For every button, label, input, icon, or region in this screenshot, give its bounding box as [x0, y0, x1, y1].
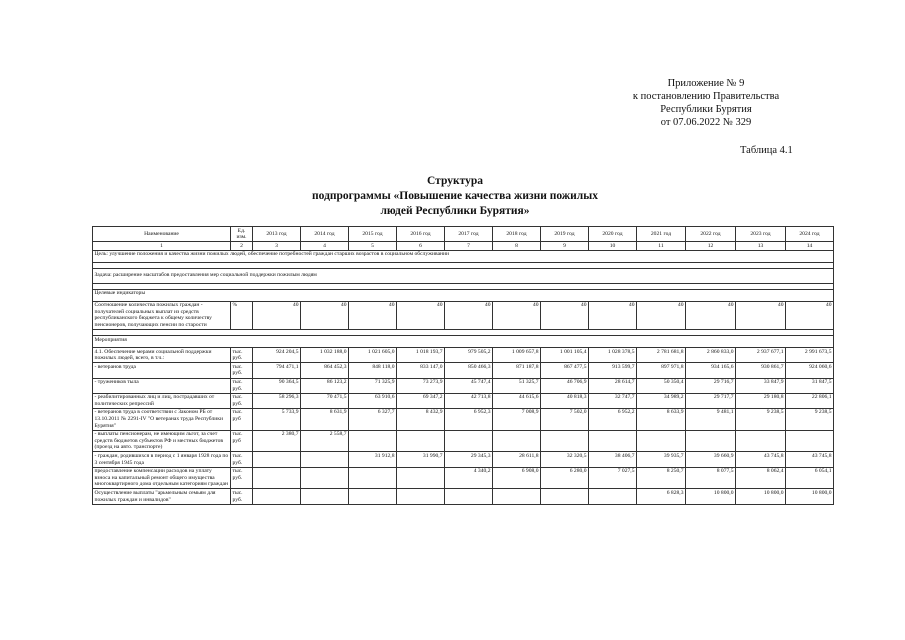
value-cell: 7 027,5 — [589, 467, 637, 489]
value-cell: 31 990,7 — [397, 452, 445, 467]
value-cell: 40 — [541, 301, 589, 329]
value-cell: 90 364,5 — [253, 378, 301, 393]
indicators-row — [93, 289, 834, 301]
task-text: Задача: расширение масштабов предоставления мер социальной поддержки пожилым людям — [93, 268, 834, 283]
value-cell — [686, 430, 736, 452]
value-cell: 4 340,2 — [445, 467, 493, 489]
value-cell: 913 599,7 — [589, 363, 637, 378]
title-line: подпрограммы «Повышение качества жизни пожилых — [312, 190, 598, 202]
value-cell: 40 — [637, 301, 686, 329]
column-index: 10 — [589, 242, 637, 251]
value-cell — [493, 430, 541, 452]
table-row — [93, 348, 834, 363]
value-cell: 8 062,4 — [736, 467, 786, 489]
value-cell: 29 716,7 — [686, 378, 736, 393]
value-cell: 8 633,9 — [637, 408, 686, 430]
value-cell: 8 631,9 — [301, 408, 349, 430]
value-cell: 8 077,5 — [686, 467, 736, 489]
year-header: 2019 год — [541, 227, 589, 242]
value-cell — [445, 430, 493, 452]
row-unit: тыс. руб. — [231, 452, 253, 467]
value-cell: 43 745,8 — [786, 452, 834, 467]
value-cell: 51 325,7 — [493, 378, 541, 393]
column-index: 8 — [493, 242, 541, 251]
annex-line: Республики Бурятия — [660, 104, 752, 115]
indicators-label: Целевые индикаторы — [93, 289, 834, 301]
task-row — [93, 268, 834, 283]
row-name: - ветеранов труда — [93, 363, 231, 378]
column-index: 7 — [445, 242, 493, 251]
value-cell: 9 238,5 — [736, 408, 786, 430]
value-cell: 897 971,8 — [637, 363, 686, 378]
value-cell: 924 204,5 — [253, 348, 301, 363]
year-header: 2014 год — [301, 227, 349, 242]
row-name: - граждан, родившихся в период с 1 января 1928 года по 3 сентября 1945 года — [93, 452, 231, 467]
value-cell — [493, 489, 541, 504]
value-cell: 6 327,7 — [349, 408, 397, 430]
value-cell: 40 — [686, 301, 736, 329]
table-row — [93, 301, 834, 329]
value-cell: 9 238,5 — [786, 408, 834, 430]
value-cell: 2 991 673,5 — [786, 348, 834, 363]
year-header: 2022 год — [686, 227, 736, 242]
value-cell: 6 908,0 — [493, 467, 541, 489]
value-cell: 6 828,3 — [637, 489, 686, 504]
table-row — [93, 378, 834, 393]
value-cell: 33 847,9 — [736, 378, 786, 393]
row-name: - тружеников тыла — [93, 378, 231, 393]
value-cell: 43 745,8 — [736, 452, 786, 467]
value-cell: 10 800,0 — [686, 489, 736, 504]
value-cell: 5 733,9 — [253, 408, 301, 430]
value-cell: 1 028 378,5 — [589, 348, 637, 363]
value-cell — [637, 430, 686, 452]
value-cell — [736, 430, 786, 452]
value-cell: 58 296,3 — [253, 393, 301, 408]
value-cell: 867 477,5 — [541, 363, 589, 378]
document-title — [230, 174, 680, 219]
value-cell: 850 466,3 — [445, 363, 493, 378]
column-index: 5 — [349, 242, 397, 251]
column-index: 4 — [301, 242, 349, 251]
value-cell: 924 060,6 — [786, 363, 834, 378]
table-row — [93, 467, 834, 489]
value-cell — [253, 489, 301, 504]
row-unit: тыс. руб. — [231, 467, 253, 489]
value-cell: 22 806,1 — [786, 393, 834, 408]
value-cell: 7 008,9 — [493, 408, 541, 430]
value-cell: 31 847,5 — [786, 378, 834, 393]
value-cell: 40 — [786, 301, 834, 329]
year-header: 2015 год — [349, 227, 397, 242]
value-cell — [589, 430, 637, 452]
value-cell: 32 747,7 — [589, 393, 637, 408]
annex-line: от 07.06.2022 № 329 — [660, 117, 752, 128]
value-cell — [301, 467, 349, 489]
value-cell — [253, 452, 301, 467]
value-cell: 2 937 677,1 — [736, 348, 786, 363]
value-cell: 1 032 188,0 — [301, 348, 349, 363]
column-index: 9 — [541, 242, 589, 251]
value-cell — [541, 430, 589, 452]
value-cell: 63 910,6 — [349, 393, 397, 408]
value-cell: 6 952,3 — [445, 408, 493, 430]
value-cell: 46 706,9 — [541, 378, 589, 393]
value-cell — [589, 489, 637, 504]
table-number: Таблица 4.1 — [740, 145, 793, 156]
value-cell: 848 118,0 — [349, 363, 397, 378]
value-cell — [397, 467, 445, 489]
table-row — [93, 408, 834, 430]
row-name: предоставление компенсации расходов на уплату взноса на капитальный ремонт общего имущества многоквартирного дома отдельным категориям граждан — [93, 467, 231, 489]
column-index: 2 — [231, 242, 253, 251]
row-unit: тыс. руб. — [231, 348, 253, 363]
value-cell: 979 505,2 — [445, 348, 493, 363]
value-cell: 864 452,3 — [301, 363, 349, 378]
value-cell: 6 280,0 — [541, 467, 589, 489]
year-header: 2016 год — [397, 227, 445, 242]
value-cell: 50 350,4 — [637, 378, 686, 393]
goal-row — [93, 250, 834, 262]
row-name: Осуществление выплаты "арьмельным семьям для пожилых граждан и инвалидов" — [93, 489, 231, 504]
value-cell: 1 009 657,8 — [493, 348, 541, 363]
annex-block — [600, 77, 812, 129]
table-header-row — [93, 227, 834, 242]
value-cell — [397, 430, 445, 452]
name-header: Наименование — [93, 227, 231, 242]
value-cell — [541, 489, 589, 504]
value-cell: 2 380,7 — [253, 430, 301, 452]
year-header: 2013 год — [253, 227, 301, 242]
value-cell: 40 — [349, 301, 397, 329]
value-cell: 40 — [301, 301, 349, 329]
year-header: 2017 год — [445, 227, 493, 242]
value-cell: 31 912,8 — [349, 452, 397, 467]
value-cell — [301, 452, 349, 467]
value-cell: 40 — [397, 301, 445, 329]
column-index: 12 — [686, 242, 736, 251]
value-cell: 38 406,7 — [589, 452, 637, 467]
year-header: 2020 год — [589, 227, 637, 242]
year-header: 2023 год — [736, 227, 786, 242]
value-cell — [786, 430, 834, 452]
value-cell: 871 187,8 — [493, 363, 541, 378]
value-cell: 69 347,2 — [397, 393, 445, 408]
value-cell: 2 860 833,0 — [686, 348, 736, 363]
value-cell: 39 660,9 — [686, 452, 736, 467]
row-unit: тыс. руб. — [231, 489, 253, 504]
value-cell: 40 — [445, 301, 493, 329]
value-cell: 930 861,7 — [736, 363, 786, 378]
column-index-row — [93, 242, 834, 251]
value-cell: 9 481,1 — [686, 408, 736, 430]
year-header: 2024 год — [786, 227, 834, 242]
value-cell: 794 471,1 — [253, 363, 301, 378]
row-unit: тыс. руб. — [231, 378, 253, 393]
value-cell — [301, 489, 349, 504]
row-unit: тыс. руб. — [231, 393, 253, 408]
row-unit: % — [231, 301, 253, 329]
value-cell: 40 — [736, 301, 786, 329]
column-index: 13 — [736, 242, 786, 251]
goal-text: Цель: улучшение положения и качества жизни пожилых людей, обеспечение потребностей граждан старших возрастов в социальном обслуживании — [93, 250, 834, 262]
measures-row — [93, 336, 834, 348]
annex-line: к постановлению Правительства — [632, 91, 780, 102]
year-header: 2021 год — [637, 227, 686, 242]
value-cell — [349, 467, 397, 489]
column-index: 6 — [397, 242, 445, 251]
value-cell: 34 989,2 — [637, 393, 686, 408]
table-row — [93, 363, 834, 378]
value-cell: 29 717,7 — [686, 393, 736, 408]
annex-line: Приложение № 9 — [667, 78, 745, 89]
row-unit: тыс. руб — [231, 408, 253, 430]
value-cell: 10 800,0 — [786, 489, 834, 504]
value-cell: 45 747,4 — [445, 378, 493, 393]
value-cell: 6 952,2 — [589, 408, 637, 430]
value-cell: 70 471,5 — [301, 393, 349, 408]
table-row — [93, 393, 834, 408]
structure-table — [92, 226, 834, 505]
row-unit: тыс. руб — [231, 430, 253, 452]
value-cell: 28 611,8 — [493, 452, 541, 467]
column-index: 3 — [253, 242, 301, 251]
value-cell: 29 180,8 — [736, 393, 786, 408]
value-cell: 2 558,7 — [301, 430, 349, 452]
unit-header: Ед. изм. — [231, 227, 253, 242]
value-cell — [349, 489, 397, 504]
value-cell: 1 018 193,7 — [397, 348, 445, 363]
value-cell: 40 — [493, 301, 541, 329]
value-cell — [445, 489, 493, 504]
value-cell: 86 123,2 — [301, 378, 349, 393]
value-cell: 6 054,1 — [786, 467, 834, 489]
measures-label: Мероприятия — [93, 336, 834, 348]
value-cell: 44 615,6 — [493, 393, 541, 408]
value-cell: 1 001 105,4 — [541, 348, 589, 363]
column-index: 14 — [786, 242, 834, 251]
table-row — [93, 430, 834, 452]
row-name: - ветеранов труда в соответствии с Законом РБ от 13.10.2011 № 2291-IV "О ветеранах труда Республики Бурятия" — [93, 408, 231, 430]
table-row — [93, 489, 834, 504]
value-cell: 7 502,0 — [541, 408, 589, 430]
year-header: 2018 год — [493, 227, 541, 242]
value-cell: 71 325,9 — [349, 378, 397, 393]
row-name: - реабилитированных лиц и лиц, пострадавших от политических репрессий — [93, 393, 231, 408]
row-name: - выплаты пенсионерам, не имеющим льгот, за счет средств бюджетов субъектов РФ и местных бюджетов (проезд на авто. транспорте) — [93, 430, 231, 452]
row-name: Соотношение количества пожилых граждан - получателей социальных выплат из средств республиканского бюджета к общему количеству пенсионеров, получающих пенсии по старости — [93, 301, 231, 329]
value-cell: 833 147,0 — [397, 363, 445, 378]
column-index: 11 — [637, 242, 686, 251]
value-cell: 8 432,9 — [397, 408, 445, 430]
value-cell: 8 250,7 — [637, 467, 686, 489]
value-cell: 28 614,7 — [589, 378, 637, 393]
title-line: Структура — [427, 175, 483, 187]
value-cell: 40 818,3 — [541, 393, 589, 408]
value-cell: 1 021 605,0 — [349, 348, 397, 363]
value-cell: 2 781 681,8 — [637, 348, 686, 363]
value-cell: 934 165,6 — [686, 363, 736, 378]
table-row — [93, 452, 834, 467]
title-line: людей Республики Бурятия» — [380, 205, 530, 217]
value-cell: 29 345,3 — [445, 452, 493, 467]
value-cell: 10 800,0 — [736, 489, 786, 504]
value-cell: 42 713,8 — [445, 393, 493, 408]
value-cell: 40 — [253, 301, 301, 329]
value-cell — [397, 489, 445, 504]
value-cell: 40 — [589, 301, 637, 329]
row-unit: тыс. руб. — [231, 363, 253, 378]
value-cell: 32 320,5 — [541, 452, 589, 467]
column-index: 1 — [93, 242, 231, 251]
value-cell: 73 273,9 — [397, 378, 445, 393]
value-cell — [349, 430, 397, 452]
row-name: 4.1. Обеспечение мерами социальной поддержки пожилых людей, всего, в т.ч.: — [93, 348, 231, 363]
value-cell: 39 935,7 — [637, 452, 686, 467]
value-cell — [253, 467, 301, 489]
